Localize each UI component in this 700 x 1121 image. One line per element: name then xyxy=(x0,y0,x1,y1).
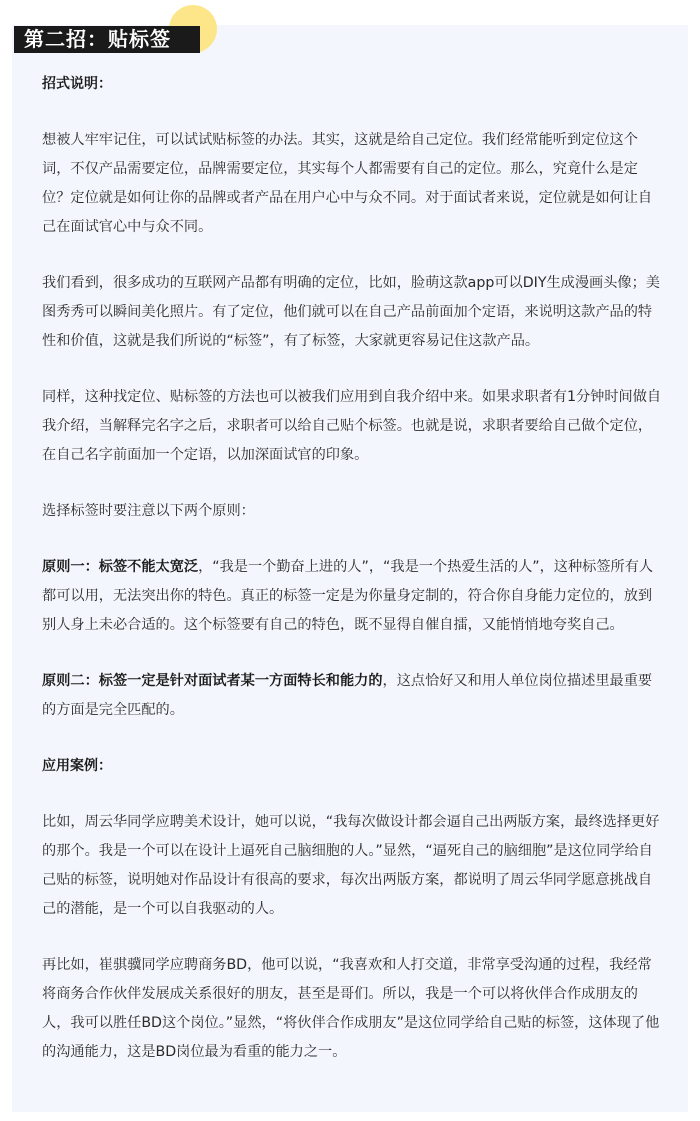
article-body xyxy=(42,70,664,1067)
section-heading-explanation: 招式说明： xyxy=(42,76,112,92)
rule-1-title: 原则一：标签不能太宽泛 xyxy=(42,559,199,575)
page-title: 第二招：贴标签 xyxy=(24,27,171,51)
rule-1 xyxy=(42,553,664,640)
section-heading-case: 应用案例： xyxy=(42,758,112,774)
paragraph-1: 想被人牢牢记住，可以试试贴标签的办法。其实，这就是给自己定位。我们经常能听到定位这个词，不仅产品需要定位，品牌需要定位，其实每个人都需要有自己的定位。那么，究竟什么是定位？定位就是如何让你的品牌或者产品在用户心中与众不同。对于面试者来说，定位就是如何让自己在面试官心中与众不同。 xyxy=(42,132,653,235)
case-1: 比如，周云华同学应聘美术设计，她可以说，“我每次做设计都会逼自己出两版方案，最终选择更好的那个。我是一个可以在设计上逼死自己脑细胞的人。”显然，“逼死自己的脑细胞”是这位同学给自己贴的标签，说明她对作品设计有很高的要求，每次出两版方案，都说明了周云华同学愿意挑战自己的潜能，是一个可以自我驱动的人。 xyxy=(42,814,660,917)
paragraph-4: 选择标签时要注意以下两个原则： xyxy=(42,503,255,519)
rule-2-title: 原则二：标签一定是针对面试者某一方面特长和能力的 xyxy=(42,673,383,689)
rule-2 xyxy=(42,667,664,725)
title-banner xyxy=(14,26,200,53)
rule-2-text: ，这点恰好又和用人单位岗位描述里最重要的方面是完全匹配的。 xyxy=(42,673,653,718)
paragraph-3: 同样，这种找定位、贴标签的方法也可以被我们应用到自我介绍中来。如果求职者有1分钟时间做自我介绍，当解释完名字之后，求职者可以给自己贴个标签。也就是说，求职者要给自己做个定位，在自己名字前面加一个定语，以加深面试官的印象。 xyxy=(42,389,662,463)
paragraph-2: 我们看到，很多成功的互联网产品都有明确的定位，比如，脸萌这款app可以DIY生成漫画头像；美图秀秀可以瞬间美化照片。有了定位，他们就可以在自己产品前面加个定语，来说明这款产品的特性和价值，这就是我们所说的“标签”，有了标签，大家就更容易记住这款产品。 xyxy=(42,275,660,349)
rule-1-text: ，“我是一个勤奋上进的人”，“我是一个热爱生活的人”，这种标签所有人都可以用，无法突出你的特色。真正的标签一定是为你量身定制的，符合你自身能力定位的，放到别人身上未必合适的。这个标签要有自己的特色，既不显得自催自擂，又能悄悄地夸奖自己。 xyxy=(42,559,654,633)
case-2: 再比如，崔骐骥同学应聘商务BD，他可以说，“我喜欢和人打交道，非常享受沟通的过程，我经常将商务合作伙伴发展成关系很好的朋友，甚至是哥们。所以，我是一个可以将伙伴合作成朋友的人，我可以胜任BD这个岗位。”显然，“将伙伴合作成朋友”是这位同学给自己贴的标签，这体现了他的沟通能力，这是BD岗位最为看重的能力之一。 xyxy=(42,957,660,1060)
